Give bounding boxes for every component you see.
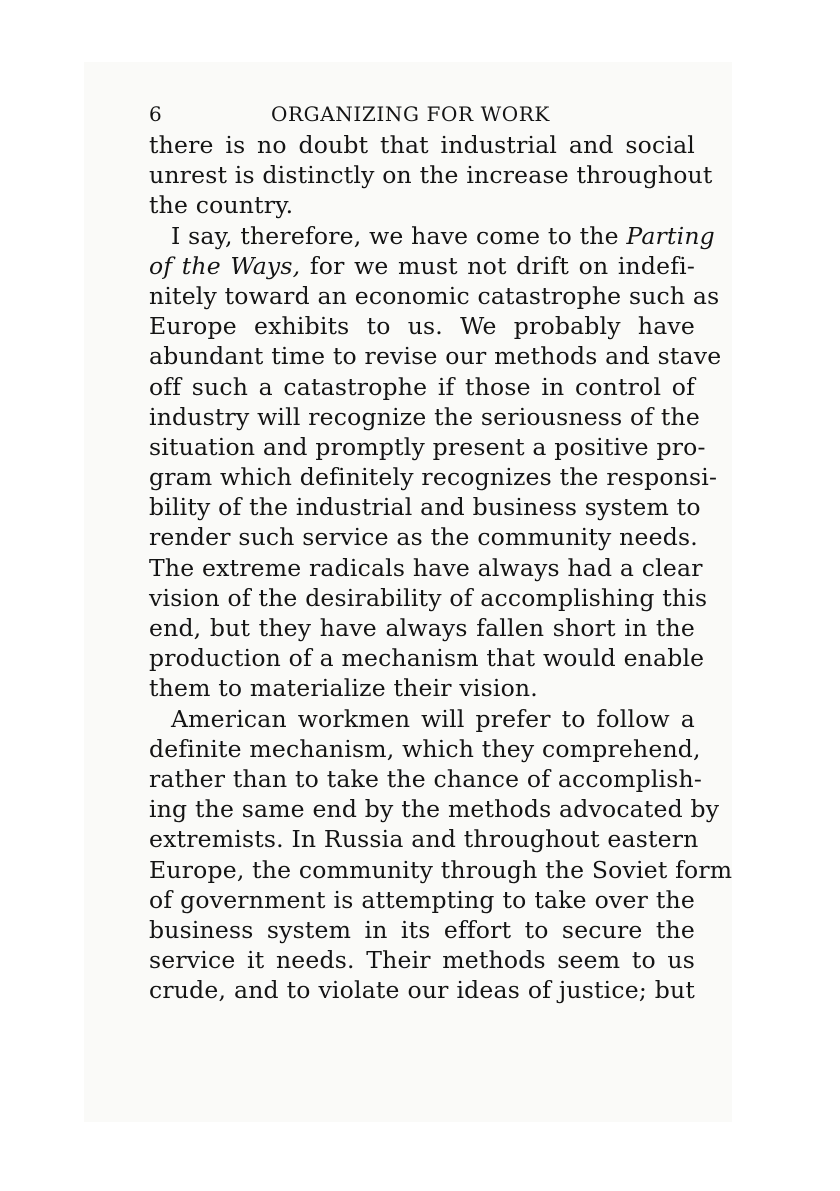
text-line: of government is attempting to take over the	[149, 885, 695, 914]
text-line: gram which definitely recognizes the responsi-	[149, 463, 718, 492]
text-line: rather than to take the chance of accomplish-	[149, 764, 702, 793]
text-line: bility of the industrial and business system to	[149, 493, 701, 522]
text-line: vision of the desirability of accomplishing this	[149, 583, 708, 612]
text-line: business system in its effort to secure the	[149, 915, 695, 944]
running-head	[149, 98, 695, 130]
text-line: off such a catastrophe if those in control of	[149, 372, 695, 401]
text-line: there is no doubt that industrial and social	[149, 131, 695, 159]
text-line	[149, 221, 715, 251]
paragraph-1	[149, 130, 713, 221]
text-line: extremists. In Russia and throughout eastern	[149, 825, 699, 854]
text-line: production of a mechanism that would enable	[149, 644, 705, 673]
text-line: them to materialize their vision.	[149, 674, 538, 703]
page-number: 6	[149, 102, 163, 126]
text-line: The extreme radicals have always had a clear	[149, 553, 703, 582]
text-line: unrest is distinctly on the increase throughout	[149, 161, 713, 190]
text-run: for we must not drift on indefi-	[300, 251, 695, 280]
text-line: Europe exhibits to us. We probably have	[149, 312, 695, 341]
text-line: crude, and to violate our ideas of justice; but	[149, 976, 695, 1005]
text-line: situation and promptly present a positive pro-	[149, 432, 706, 461]
text-line: definite mechanism, which they comprehend,	[149, 734, 701, 763]
text-block	[149, 98, 733, 1005]
running-title: ORGANIZING FOR WORK	[271, 102, 550, 126]
text-line: service it needs. Their methods seem to us	[149, 946, 695, 975]
italic-phrase: of the Ways,	[149, 251, 301, 280]
text-line: render such service as the community needs.	[149, 523, 698, 552]
text-line: the country.	[149, 191, 294, 220]
text-line: end, but they have always fallen short in the	[149, 614, 695, 642]
text-line: industry will recognize the seriousness of the	[149, 402, 700, 431]
italic-phrase: Parting	[626, 221, 715, 250]
text-line	[149, 251, 695, 281]
paragraph-2	[149, 221, 722, 704]
text-line: nitely toward an economic catastrophe such as	[149, 281, 720, 310]
text-line: Europe, the community through the Soviet form	[149, 855, 733, 884]
text-run: I say, therefore, we have come to the	[171, 221, 627, 250]
paragraph-3	[149, 704, 733, 1006]
text-line: ing the same end by the methods advocated by	[149, 795, 720, 824]
text-line: abundant time to revise our methods and stave	[149, 342, 722, 371]
text-line: American workmen will prefer to follow a	[171, 704, 695, 733]
